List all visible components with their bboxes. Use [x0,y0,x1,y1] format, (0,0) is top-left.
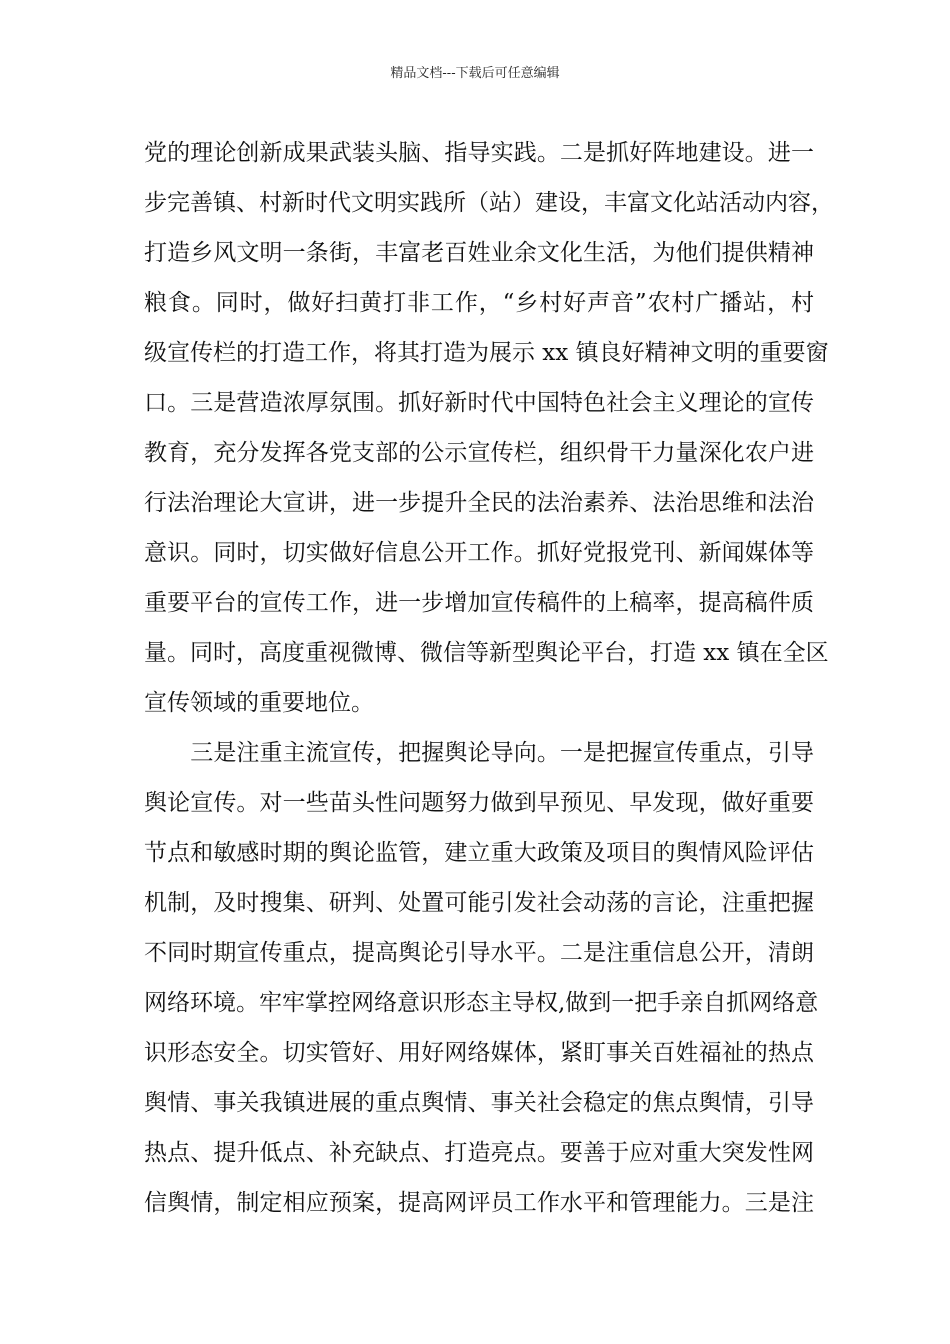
text-line: 口。三是营造浓厚氛围。抓好新时代中国特色社会主义理论的宣传 [144,390,814,416]
text-line: 三是注重主流宣传，把握舆论导向。一是把握宣传重点，引导 [144,740,814,766]
text-line: 舆论宣传。对一些苗头性问题努力做到早预见、早发现，做好重要 [144,790,814,816]
text-line: 宣传领域的重要地位。 [144,690,374,716]
text-line: 量。同时，高度重视微博、微信等新型舆论平台，打造 xx 镇在全区 [144,640,829,666]
text-line: 舆情、事关我镇进展的重点舆情、事关社会稳定的焦点舆情，引导 [144,1090,814,1116]
text-line: 机制，及时搜集、研判、处置可能引发社会动荡的言论，注重把握 [144,890,814,916]
text-line: 教育，充分发挥各党支部的公示宣传栏，组织骨干力量深化农户进 [144,440,814,466]
text-line: 热点、提升低点、补充缺点、打造亮点。要善于应对重大突发性网 [144,1140,814,1166]
text-line: 级宣传栏的打造工作，将其打造为展示 xx 镇良好精神文明的重要窗 [144,340,829,366]
text-line: 意识。同时，切实做好信息公开工作。抓好党报党刊、新闻媒体等 [144,540,814,566]
text-line: 步完善镇、村新时代文明实践所（站）建设，丰富文化站活动内容， [144,190,834,216]
text-line: 粮食。同时，做好扫黄打非工作，“乡村好声音”农村广播站，村 [144,290,814,316]
text-line: 行法治理论大宣讲，进一步提升全民的法治素养、法治思维和法治 [144,490,814,516]
text-line: 识形态安全。切实管好、用好网络媒体，紧盯事关百姓福祉的热点 [144,1040,814,1066]
text-line: 不同时期宣传重点，提高舆论引导水平。二是注重信息公开，清朗 [144,940,814,966]
text-line: 党的理论创新成果武装头脑、指导实践。二是抓好阵地建设。进一 [144,140,814,166]
text-line: 打造乡风文明一条街，丰富老百姓业余文化生活，为他们提供精神 [144,240,814,266]
paragraph-2 [144,728,819,1228]
page-header: 精品文档---下载后可任意编辑 [390,66,560,81]
text-line: 网络环境。牢牢掌控网络意识形态主导权,做到一把手亲自抓网络意 [144,990,819,1016]
text-line: 节点和敏感时期的舆论监管，建立重大政策及项目的舆情风险评估 [144,840,814,866]
text-line: 重要平台的宣传工作，进一步增加宣传稿件的上稿率，提高稿件质 [144,590,814,616]
document-body [144,128,834,1228]
text-line: 信舆情，制定相应预案，提高网评员工作水平和管理能力。三是注 [144,1190,814,1216]
paragraph-1 [144,128,834,728]
